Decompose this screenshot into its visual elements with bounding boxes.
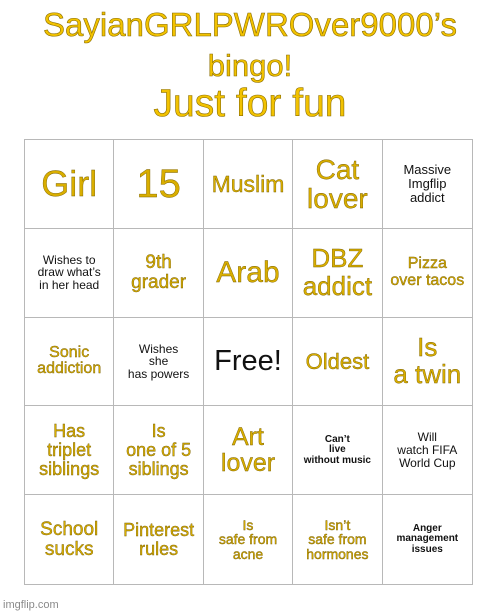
- bingo-cell-text: Isn’t safe from hormones: [306, 516, 369, 562]
- bingo-cell-text: Anger management issues: [396, 522, 459, 555]
- bingo-cell-text: Girl: [41, 163, 98, 204]
- bingo-cell[interactable]: [114, 140, 203, 229]
- bingo-cell-text: Muslim: [211, 170, 285, 197]
- bingo-cell-text: Will watch FIFA World Cup: [397, 430, 458, 470]
- bingo-cell-text: Pinterest rules: [123, 519, 195, 559]
- bingo-cell[interactable]: [204, 495, 293, 584]
- bingo-cell-text: Wishes to draw what’s in her head: [37, 252, 101, 292]
- bingo-cell-text: Art lover: [220, 423, 276, 478]
- bingo-cell[interactable]: [383, 318, 472, 407]
- bingo-cell[interactable]: [204, 318, 293, 407]
- bingo-cell-text: 9th grader: [131, 251, 187, 293]
- bingo-cell-text: Oldest: [305, 348, 370, 374]
- bingo-cell[interactable]: [25, 495, 114, 584]
- bingo-cell[interactable]: [383, 406, 472, 495]
- bingo-cell[interactable]: [293, 318, 382, 407]
- bingo-cell[interactable]: [25, 406, 114, 495]
- bingo-cell-text: Is one of 5 siblings: [126, 420, 192, 479]
- imgflip-watermark: imgflip.com: [3, 599, 59, 611]
- bingo-cell[interactable]: [204, 140, 293, 229]
- bingo-cell[interactable]: [204, 229, 293, 318]
- bingo-cell-text: 15: [136, 161, 181, 206]
- bingo-cell-text: Free!: [214, 345, 282, 378]
- bingo-cell[interactable]: [25, 140, 114, 229]
- bingo-cell[interactable]: [383, 229, 472, 318]
- bingo-cell[interactable]: [114, 318, 203, 407]
- bingo-cell-text: Has triplet siblings: [39, 420, 100, 479]
- bingo-cell-text: DBZ addict: [302, 243, 373, 301]
- bingo-cell-text: Cat lover: [307, 153, 368, 214]
- bingo-cell[interactable]: [293, 406, 382, 495]
- bingo-cell-text: Is safe from acne: [218, 516, 278, 562]
- bingo-cell-text: School sucks: [40, 518, 99, 560]
- bingo-subtitle: Just for fun: [153, 82, 347, 125]
- bingo-cell-text: Pizza over tacos: [390, 254, 465, 289]
- bingo-cell-text: Wishes she has powers: [127, 341, 190, 381]
- bingo-board: [24, 139, 473, 585]
- bingo-cell[interactable]: [114, 229, 203, 318]
- bingo-cell-text: Sonic addiction: [37, 343, 102, 378]
- bingo-cell[interactable]: [25, 229, 114, 318]
- bingo-title-line-1: SayianGRLPWROver9000’s: [43, 6, 457, 43]
- bingo-title-line-2: bingo!: [207, 48, 293, 83]
- bingo-cell-text: Arab: [216, 255, 280, 289]
- bingo-cell[interactable]: [114, 406, 203, 495]
- bingo-cell[interactable]: [293, 140, 382, 229]
- bingo-cell[interactable]: [293, 229, 382, 318]
- bingo-cell[interactable]: [114, 495, 203, 584]
- bingo-cell-text: Can’t live without music: [303, 433, 371, 466]
- bingo-cell[interactable]: [383, 140, 472, 229]
- bingo-cell[interactable]: [204, 406, 293, 495]
- bingo-cell[interactable]: [383, 495, 472, 584]
- bingo-cell-text: Is a twin: [393, 332, 462, 390]
- bingo-cell-text: Massive Imgflip addict: [403, 162, 452, 205]
- bingo-cell[interactable]: [25, 318, 114, 407]
- bingo-cell[interactable]: [293, 495, 382, 584]
